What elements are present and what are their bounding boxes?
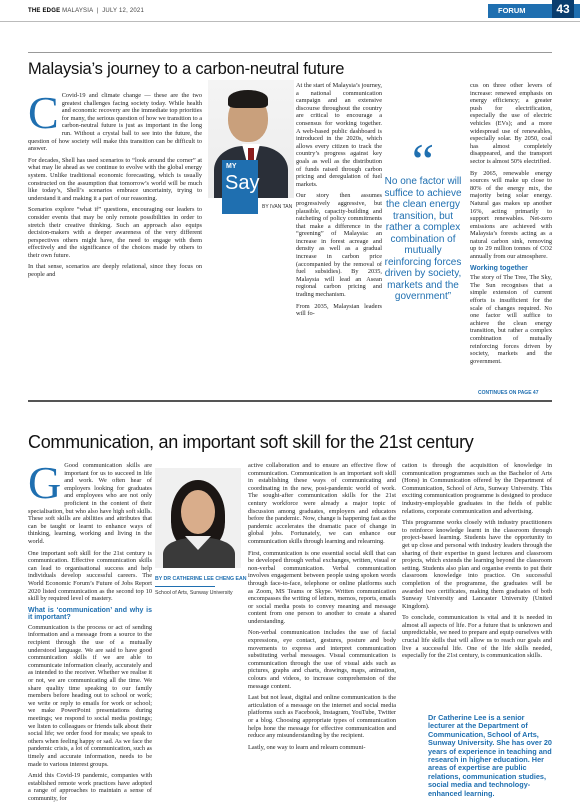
article2-title: Communication, an important soft skill for the 21st century xyxy=(28,432,474,452)
article1-c1-p3: Scenarios explore “what if” questions, encouraging our leaders to consider events that may be only remote possibilities in order to stretch their creative thinking. Such an approach also equips decision-makers with a deeper awareness of the very different perspectives others might have, the need to engage with them effectively and the significance of the choices made by others to their own future. xyxy=(28,206,202,259)
article1-column-1 xyxy=(28,87,202,283)
article1-c1-p2: For decades, Shell has used scenarios to “look around the corner” at what may lie ahead as we continue to evolve with the global energy system. Unlike traditional economic forecasting, which is usually constructed on the assumption that tomorrow’s world will be much like today’s, Shell’s scenarios embrace uncertainty, trying to understand it and making it a part of our reasoning. xyxy=(28,156,202,202)
article1-column-3: At the start of Malaysia’s journey, a national communication campaign and an extensive discourse throughout the country are critical to encourage a consensus for working together. A web-based public dashboard is introduced in the 2020s, which allows every citizen to track the country’s progress against key goals as well as the distribution of funds raised through carbon pricing and deregulation of fuel markets. Our story then assumes progressively aggressive, but plausible, capacity-building and ratcheting of policy commitments that make a difference in the “greening” of Malaysia: an increase in forest acreage and density as well as a gradual increase in carbon price (accompanied by the removal of fuel subsidies). By 2035, Malaysia will lead an Asean regional carbon pricing and trading mechanism. From 2035, Malaysian leaders will fo- xyxy=(296,82,382,318)
dropcap-g: G xyxy=(28,457,62,508)
quote-mark-icon: “ xyxy=(411,133,435,189)
title-rule xyxy=(28,52,552,53)
article1-title: Malaysia’s journey to a carbon-neutral future xyxy=(28,60,345,78)
continues-link[interactable]: CONTINUES ON PAGE 47 xyxy=(478,390,539,396)
pull-quote: “ No one factor will suffice to achieve the clean energy transition, but rather a complex combination of mutually reinforcing forces driven by society, markets and the government” xyxy=(380,146,466,303)
article1-column-4: cus on three other levers of increase: renewed emphasis on energy efficiency; a greater push for electrification, especially the use of electric vehicles (EVs); and a more widespread use of renewables, especially solar. By 2050, coal has almost completely disappeared, and the transport sector is almost 50% electrified. By 2065, renewable energy sources will make up close to 80% of the energy mix, the majority being solar energy. Natural gas makes up another 16%, acting primarily to support renewables. Net-zero emissions are achieved with Malaysia’s forests acting as a natural carbon sink, removing up to 29 million tonnes of CO2 annually from our atmosphere. Working together The story of The Tree, The Sky, The Sun recognises that a simple extension of current efforts is insufficient for the scale of changes required. No one factor will suffice to achieve the clean energy transition, but rather a complex combination of mutually reinforcing forces driven by society, markets and the government. xyxy=(470,82,552,365)
article2-column-3: cation is through the acquisition of knowledge in communication programmes such as the Bachelor of Arts (Hons) in Communication offered by the Department of Communication, School of Arts, Sunway University. This exciting communication programme is designed to produce industry-employable graduates in the fields of public relations, corporate communication and advertising. This programme works closely with industry practitioners to reinforce knowledge learnt in the classroom through project-based learning. Students have the opportunity to get up close and personal with industry leaders through the sharing of their expertise in guest lectures and classroom projects, which extends the learning beyond the classroom setting. Students also plan and organise events to put their classroom knowledge into practice. On successful completion of the programme, the graduates will be awarded two certificates, making them graduates of both Sunway University and Lancaster University (United Kingdom). To conclude, communication is vital and it is needed in almost all aspects of life. For a future that is unknown and unpredictable, we need to prepare and equip ourselves with crucial life skills that will allow us to reach our goals and live a successful life. One of the life skills needed, especially for the 21st century, is communication skills. xyxy=(402,462,552,660)
section-label: FORUM xyxy=(488,4,580,18)
author-photo-catherine-lee xyxy=(155,468,241,568)
article1-c1-p1: C Covid-19 and climate change — these are the two greatest challenges facing society today. While health and economic recovery are the immediate top priorities for many, the serious question of how we transition to a carbon-neutral future is just as important in the long run. Without a crystal ball to see into the future, the question of how society will make this transition can be difficult to answer. xyxy=(28,87,202,153)
subhead-what-is-communication: What is ‘communication’ and why is it important? xyxy=(28,606,152,622)
article2-column-1: G Good communication skills are important for us to succeed in life and work. We often hear of employers looking for graduates and employees who are not only proficient in the content of their specialisation, but who also have high soft skills. These soft skills are abilities and attributes that can be taught or learnt to enhance ways of thinking, learning, working and living in the world. One important soft skill for the 21st century is communication. Effective communication skills can lead to organisational success and help individuals develop successful careers. The World Economic Forum’s Future of Jobs Report 2020 listed communication as the second top 10 skill by required level of mastery. What is ‘communication’ and why is it important? Communication is the process or act of sending information and a message from a source to the recipient through the use of a mutually understood language. We are said to have good communication skills if we are able to communicate information clearly, accurately and as intended to the receiver. Whether we realise it or not, we are communicating all the time. We share quality time speaking to our family members before heading out to school or work; we write or reply to emails for work or school; we make PowerPoint presentations during meetings; we respond to social media postings; we listen to colleagues or friends talk about their social life; we order food for meals; we speak to others when feeling happy or sad. As we face the pandemic crisis, a lot of communication, such as timely and accurate information, needs to be made to various interest groups. Amid this Covid-19 pandemic, companies with established remote work practices have adopted a range of approaches to maintain a sense of community, for xyxy=(28,457,152,802)
dropcap-c: C xyxy=(28,87,59,138)
article1-byline: BY IVAN TAN xyxy=(262,204,293,210)
article1-c1-p4: In that sense, scenarios are deeply relational, since they focus on people and xyxy=(28,263,202,279)
page-number: 43 xyxy=(552,0,574,18)
author-bio: Dr Catherine Lee is a senior lecturer at the Department of Communication, School of Arts, Sunway University. She has over 20 years of experience in teaching and research in higher education. Her areas of expertise are public relations, communication studies, social media and technology-enhanced learning. xyxy=(428,713,552,798)
subhead-working-together: Working together xyxy=(470,264,528,272)
page-header xyxy=(0,0,580,22)
my-say-badge: MY Say xyxy=(222,160,258,214)
article-divider xyxy=(28,400,552,402)
article2-column-2: active collaboration and to ensure an effective flow of communication. Communication is an important soft skill in establishing these ways of communicating and coordinating in the new, post-pandemic world of work. The sought-after communication skills for the 21st century workforce were already a major topic of discussion among graduates, employers and educators before the pandemic. Now, change is happening fast as the pandemic accelerates the dramatic pace of change in global jobs. Fortunately, we can enhance our communication skills through learning and relearning. First, communication is one essential social skill that can be developed through verbal exchanges, written, visual or non-verbal communication. Verbal communication involves engagement between people using spoken words through face-to-face, telephone or online platforms such as Zoom, MS Teams or Skype. Written communication encompasses the writing of letters, memos, reports, emails or social media posts to convey meaning and message content from one person to another to create a shared understanding. Non-verbal communication includes the use of facial expressions, eye contact, gestures, posture and body movements to express and interpret communication substituting verbal messages. Visual communication is communication through the use of visual aids such as pictures, graphs and charts, drawings, maps, animation, colours and videos, to increase comprehension of the message content. Last but not least, digital and online communication is the articulation of a message on the internet and social media platforms such as Facebook, Instagram, YouTube, Twitter or a blog. Choosing appropriate types of communication helps hone the message for effective communication and reduce any misunderstanding by the recipient. Lastly, one way to learn and relearn communi- xyxy=(248,462,396,751)
article2-byline: BY DR CATHERINE LEE CHENG EAN School of Arts, Sunway University xyxy=(155,576,247,596)
masthead: THE EDGE MALAYSIA | JULY 12, 2021 xyxy=(28,8,144,14)
